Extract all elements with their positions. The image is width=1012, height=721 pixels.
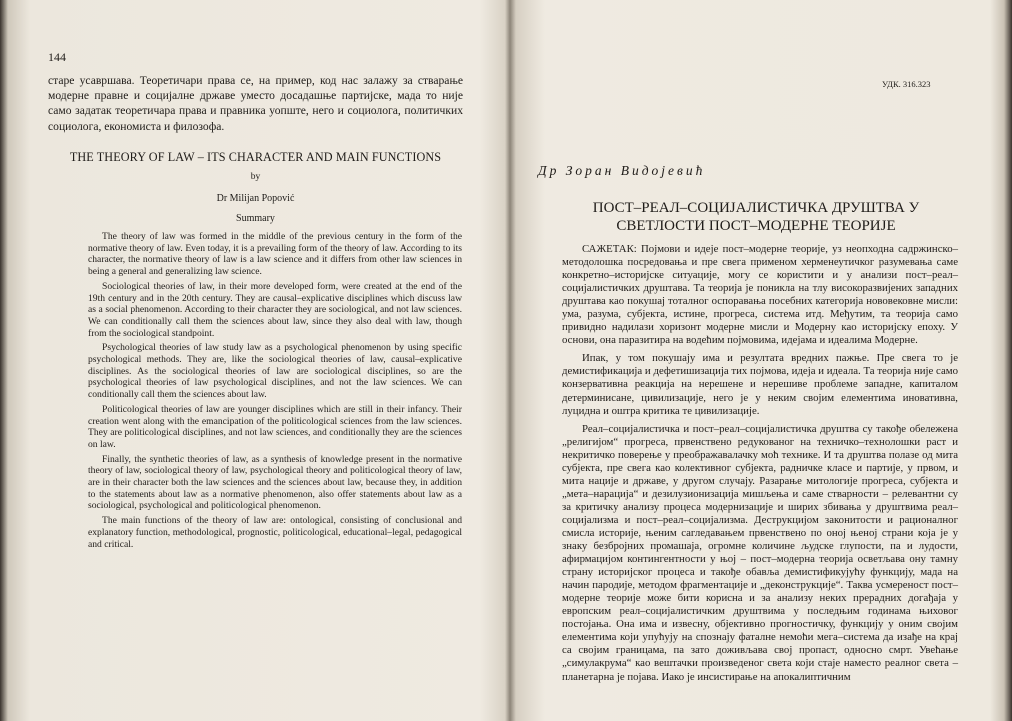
summary-paragraph: Finally, the synthetic theories of law, as a synthesis of knowledge present in the normative theory of law, sociological theory of law, psychological theory and politicological theory of law, are in their character both the law sciences and the sciences about law, because they, in addition to the statements about law as a normative phenomenon, also offer statements about law as a sociological, psychological and politicological phenomenon. [88, 453, 462, 512]
summary-body [88, 231, 462, 553]
article-title [560, 199, 952, 235]
article-author: Др Зоран Видојевић [538, 163, 706, 178]
udk-code: УДК. 316.323 [882, 79, 931, 89]
abstract-paragraph: САЖЕТАК: Појмови и идеје пост–модерне теорије, уз неопходна садржинско–методолошка посредовања и пре свега применом херменеутичког разумевања саме конкретно–историјске ситуације, могу се користити и у анализи пост–реал–социјалистичких друштава. Та теорија је поникла на тлу високоразвијених западних друштава као покушај тоталног оспоравања посебних категорија нововековне мисли: ума, разума, субјекта, истине, прогреса, система итд. Међутим, та теорија само привидно надилази хоризонт модерне мисли и Модерну као историјску епоху. У основи, она паразитира на водећим појмовима, идејама и идеалима Модерне. [562, 243, 958, 347]
body-paragraph: Реал–социјалистичка и пост–реал–социјалистичка друштва су такође обележена „религијом“ прогреса, првенствено редукованог на техничко–технолошки раст и некритичко поверење у преображавалачку моћ технике. И та друштва полазе од мита субјекта, пре свега као колективног субјекта, радничке класе и партије, у првом, и мита нације и државе, у другом случају. Разарање митологије прогреса, субјекта и „мета–нарација“ и дезилузионизација мишљења и саме стварности – релевантни су за критичку анализу процеса модернизације и ширих збивања у друштвима реал–социјализма и пост–реал–социјализма. Деструкцијом законитости и рационалног смисла историје, њеним сагледавањем првенствено по оној њеној страни која је у знаку безбројних промашаја, огромне количине људске глупости, па и лудости, афирмацијом контингентности у њој – пост–модерна теорија осветљава ону тамну страну историјског процеса и такође обавља демистификујућу функцију, мада на начин пародије, методом фрагментације и „деконструкције“. Таква усмереност пост–модерне теорије може бити корисна и за анализу неких прерадних догађаја у европским реал–социјалистичким друштвима у последњим годинама њиховог постојања. Она има и извесну, објективно прогностичку, функцију у оним својим елементима који упућују на спознају фаталне немоћи мега–система да изађе на крај са својим границама, па зато доживљава свој пропаст, односно смрт. Увећање „симулакрума“ као вештачки произведеног света који стаје наместо реалног света – планетарна је појава. Иако је инсистирање на апокалиптичним [562, 422, 958, 683]
summary-paragraph: The main functions of the theory of law are: ontological, consisting of conclusional and explanatory function, methodological, prognostic, politicological, educational–legal, pedagogical and critical. [88, 515, 462, 550]
summary-label: Summary [236, 213, 275, 224]
summary-paragraph: The theory of law was formed in the middle of the previous century in the form of the normative theory of law. Even today, it is a prevailing form of the theory of law. According to its character, the normative theory of law is a law science and it differs from other law sciences in being a general and generalizing law science. [88, 231, 462, 278]
summary-title: THE THEORY OF LAW – ITS CHARACTER AND MAIN FUNCTIONS [69, 150, 442, 164]
author-name: Dr Milijan Popović [216, 193, 295, 204]
body-paragraph: Ипак, у том покушају има и резултата вредних пажње. Пре свега то је демистификација и дефетишизација тих појмова, идеја и идеала. Та теорија није само конзервативна реакција на нерешене и нерешиве проблеме западне, капиталом детерминисане, цивилизације, него је у неким својим елементима иновативна, луцидна и оштра критика те цивилизације. [562, 352, 958, 417]
article-title-line: ПОСТ–РЕАЛ–СОЦИЈАЛИСТИЧКА ДРУШТВА У [592, 200, 920, 216]
intro-paragraph: старе усавршава. Теоретичари права се, на пример, код нас залажу за стварање модерне правне и социјалне државе уместо досадашње партијске, мада то није само задатак теоретичара права и правника уопште, него и социолога, политичких социолога, економиста и филозофа. [48, 74, 463, 133]
by-line: by [250, 172, 261, 182]
page-number: 144 [48, 50, 66, 64]
article-body [562, 243, 958, 689]
summary-paragraph: Psychological theories of law study law as a psychological phenomenon by using specific psychological methods. They are, like the sociological theories of law, causal–explicative disciplines. As the sociological theories of law are sociological disciplines, so are the psychological theories of law psychological disciplines, and not the law sciences. We can conditionally call them the sciences about law. [88, 342, 462, 401]
summary-paragraph: Politicological theories of law are younger disciplines which are still in their infancy. Their creation went along with the emancipation of the politicological sciences from the law sciences. They are politicological disciplines, and not law sciences, and conditionally they are the sciences on law. [88, 403, 462, 450]
summary-paragraph: Sociological theories of law, in their more developed form, were created at the end of the 19th century and in the 20th century. They are causal–explicative disciplines which discuss law as a social phenomenon. According to their character they are sociological, and not law sciences. We can conditionally call them the sciences about law, since they also deal with law, though from the sociological standpoint. [88, 280, 462, 339]
article-title-line: СВЕТЛОСТИ ПОСТ–МОДЕРНЕ ТЕОРИЈЕ [616, 218, 896, 234]
